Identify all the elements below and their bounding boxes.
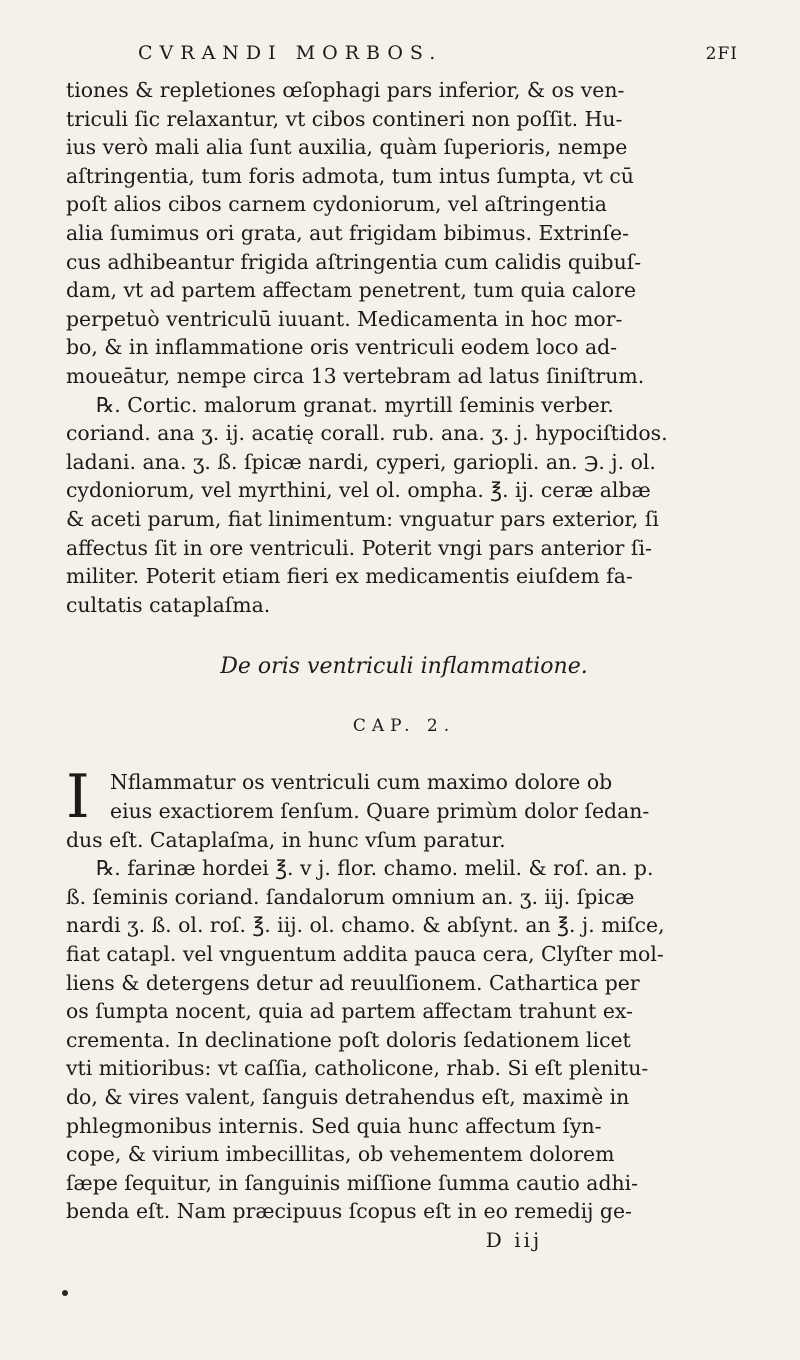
drop-capital: I xyxy=(66,762,90,833)
body-text xyxy=(66,76,742,1255)
recipe-line: fiat catapl. vel vnguentum addita pauca cera, Clyſter mol- xyxy=(66,942,664,967)
recipe-line: phlegmonibus internis. Sed quia hunc affectum ſyn- xyxy=(66,1113,602,1138)
recipe-line: ℞. farinæ hordei ℥. v j. flor. chamo. melil. & roſ. an. p. xyxy=(96,856,654,881)
recipe-2 xyxy=(66,854,742,1226)
section-title: De oris ventriculi inflammatione. xyxy=(220,654,588,680)
text-line: triculi ſic relaxantur, vt cibos contineri non poſſit. Hu- xyxy=(66,106,623,131)
text-line: dus eſt. Cataplaſma, in hunc vſum paratur. xyxy=(66,827,506,852)
text-line: bo, & in inflammatione oris ventriculi eodem loco ad- xyxy=(66,335,618,360)
text-line: cus adhibeantur frigida aſtringentia cum calidis quibuſ- xyxy=(66,249,642,274)
recipe-line: nardi ʒ. ß. ol. roſ. ℥. iij. ol. chamo. & abſynt. an ℥. j. miſce, xyxy=(66,913,665,938)
text-line: moueātur, nempe circa 13 vertebram ad latus ſiniſtrum. xyxy=(66,363,645,388)
text-line: aſtringentia, tum foris admota, tum intus ſumpta, vt cū xyxy=(66,163,634,188)
recipe-line: os ſumpta nocent, quia ad partem affectam trahunt ex- xyxy=(66,999,633,1024)
recipe-line: benda eſt. Nam præcipuus ſcopus eſt in eo remedij ge- xyxy=(66,1199,632,1224)
dropcap-block xyxy=(66,762,742,833)
ink-dot xyxy=(62,1290,68,1296)
text-line: alia ſumimus ori grata, aut frigidam bibimus. Extrinſe- xyxy=(66,220,629,245)
text-line: ius verò mali alia ſunt auxilia, quàm ſuperioris, nempe xyxy=(66,135,628,160)
recipe-line: militer. Poterit etiam fieri ex medicamentis eiuſdem fa- xyxy=(66,564,633,589)
recipe-line: cydoniorum, vel myrthini, vel ol. ompha. ℥. ij. ceræ albæ xyxy=(66,478,651,503)
recipe-line: cultatis cataplaſma. xyxy=(66,592,271,617)
running-title: CVRANDI MORBOS. xyxy=(138,42,443,64)
page-number: 2FI xyxy=(705,44,738,64)
recipe-line: & aceti parum, fiat linimentum: vnguatur pars exterior, ſi xyxy=(66,506,659,531)
recipe-line: crementa. In declinatione poſt doloris ſedationem licet xyxy=(66,1027,631,1052)
recipe-line: coriand. ana ʒ. ij. acatię corall. rub. ana. ʒ. j. hypociſtidos. xyxy=(66,421,668,446)
recipe-line: ß. ſeminis coriand. ſandalorum omnium an. ʒ. iij. ſpicæ xyxy=(66,884,635,909)
text-line: dam, vt ad partem affectam penetrent, tum quia calore xyxy=(66,278,637,303)
recipe-line: do, & vires valent, ſanguis detrahendus eſt, maximè in xyxy=(66,1085,630,1109)
recipe-line: ℞. Cortic. malorum granat. myrtill ſeminis verber. xyxy=(96,392,614,417)
text-line: poſt alios cibos carnem cydoniorum, vel aſtringentia xyxy=(66,192,607,217)
recipe-1 xyxy=(66,391,742,620)
text-line: perpetuò ventriculū iuuant. Medicamenta in hoc mor- xyxy=(66,306,623,331)
text-line: tiones & repletiones œſophagi pars inferior, & os ven- xyxy=(66,78,625,102)
paragraph-2 xyxy=(66,762,742,854)
text-line: Nflammatur os ventriculi cum maximo dolore ob xyxy=(110,770,613,795)
text-line: eius exactiorem ſenſum. Quare primùm dolor ſedan- xyxy=(110,799,650,824)
recipe-line: ladani. ana. ʒ. ß. ſpicæ nardi, cyperi, gariopli. an. ℈. j. ol. xyxy=(66,449,656,474)
recipe-line: affectus ſit in ore ventriculi. Poterit vngi pars anterior ſi- xyxy=(66,535,652,560)
recipe-line: vti mitioribus: vt caſſia, catholicone, rhab. Si eſt plenitu- xyxy=(66,1056,649,1081)
recipe-line: cope, & virium imbecillitas, ob vehementem dolorem xyxy=(66,1142,615,1167)
recipe-line: ſæpe ſequitur, in ſanguinis miſſione ſumma cautio adhi- xyxy=(66,1170,639,1195)
paragraph-1 xyxy=(66,76,742,391)
chapter-label: CAP. 2. xyxy=(352,715,456,736)
recipe-line: liens & detergens detur ad reuulſionem. Cathartica per xyxy=(66,970,640,995)
signature-mark: D iij xyxy=(485,1227,543,1252)
